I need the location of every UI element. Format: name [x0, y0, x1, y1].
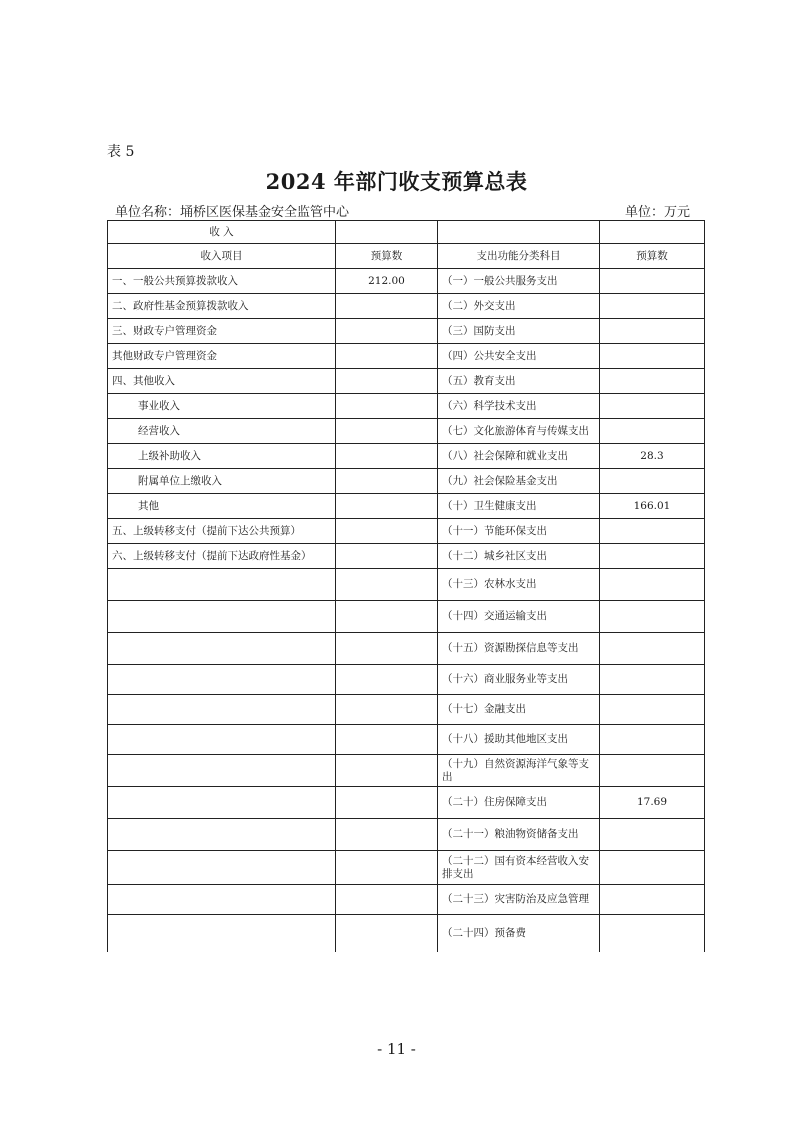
income-item-cell [108, 819, 336, 851]
income-item-cell [108, 569, 336, 601]
income-amount-cell [336, 419, 438, 444]
income-amount-cell [336, 294, 438, 319]
income-item-cell: 三、财政专户管理资金 [108, 319, 336, 344]
expense-amount-cell [600, 569, 705, 601]
expense-amount-cell [600, 885, 705, 915]
expense-item-cell: （十五）资源勘探信息等支出 [438, 633, 600, 665]
income-item-cell: 经营收入 [108, 419, 336, 444]
income-amount-cell [336, 544, 438, 569]
income-amount-cell [336, 915, 438, 952]
table-row [108, 755, 705, 787]
table-row [108, 519, 705, 544]
empty-cell [600, 221, 705, 244]
income-amount-cell [336, 885, 438, 915]
column-header-row [108, 244, 705, 269]
page-number: - 11 - [377, 1040, 416, 1058]
income-item-cell: 四、其他收入 [108, 369, 336, 394]
income-amount-cell [336, 601, 438, 633]
expense-item-cell: （十一）节能环保支出 [438, 519, 600, 544]
table-row [108, 885, 705, 915]
income-amount-cell [336, 369, 438, 394]
income-amount-cell [336, 469, 438, 494]
income-amount-cell [336, 755, 438, 787]
table-row [108, 494, 705, 519]
expense-item-cell: （十二）城乡社区支出 [438, 544, 600, 569]
table-row [108, 787, 705, 819]
group-header-row [108, 221, 705, 244]
income-item-cell [108, 633, 336, 665]
expense-item-cell: （十四）交通运输支出 [438, 601, 600, 633]
expense-amount-cell [600, 369, 705, 394]
income-item-cell: 二、政府性基金预算拨款收入 [108, 294, 336, 319]
budget-table [107, 220, 705, 952]
expense-item-cell: （十）卫生健康支出 [438, 494, 600, 519]
expense-item-cell: （十九）自然资源海洋气象等支出 [438, 755, 600, 787]
expense-amount-header: 预算数 [600, 244, 705, 269]
income-amount-cell [336, 633, 438, 665]
expense-item-cell: （五）教育支出 [438, 369, 600, 394]
expense-amount-cell [600, 695, 705, 725]
expense-amount-cell: 28.3 [600, 444, 705, 469]
expense-item-cell: （六）科学技术支出 [438, 394, 600, 419]
expense-amount-cell [600, 633, 705, 665]
expense-item-cell: （二十）住房保障支出 [438, 787, 600, 819]
table-row [108, 915, 705, 952]
table-row [108, 444, 705, 469]
table-row [108, 469, 705, 494]
income-amount-cell [336, 519, 438, 544]
income-amount-cell [336, 444, 438, 469]
income-amount-cell [336, 344, 438, 369]
table-row [108, 725, 705, 755]
income-item-cell [108, 725, 336, 755]
expense-item-cell: （二十二）国有资本经营收入安排支出 [438, 851, 600, 885]
expense-amount-cell [600, 519, 705, 544]
table-row [108, 695, 705, 725]
table-row [108, 369, 705, 394]
income-item-cell: 事业收入 [108, 394, 336, 419]
income-item-cell: 附属单位上缴收入 [108, 469, 336, 494]
expense-item-cell: （九）社会保险基金支出 [438, 469, 600, 494]
income-item-cell [108, 695, 336, 725]
table-row [108, 665, 705, 695]
expense-amount-cell [600, 294, 705, 319]
unit-label: 单位：万元 [625, 205, 691, 220]
income-item-cell: 其他 [108, 494, 336, 519]
expense-item-cell: （十八）援助其他地区支出 [438, 725, 600, 755]
expense-amount-cell: 166.01 [600, 494, 705, 519]
income-amount-cell [336, 725, 438, 755]
table-row [108, 394, 705, 419]
expense-item-cell: （三）国防支出 [438, 319, 600, 344]
expense-item-header: 支出功能分类科目 [438, 244, 600, 269]
expense-item-cell: （十七）金融支出 [438, 695, 600, 725]
expense-amount-cell [600, 851, 705, 885]
expense-item-cell: （二）外交支出 [438, 294, 600, 319]
expense-item-cell: （二十三）灾害防治及应急管理 [438, 885, 600, 915]
table-row [108, 633, 705, 665]
expense-item-cell: （八）社会保障和就业支出 [438, 444, 600, 469]
expense-amount-cell [600, 419, 705, 444]
expense-item-cell: （十三）农林水支出 [438, 569, 600, 601]
expense-amount-cell [600, 344, 705, 369]
income-item-cell [108, 885, 336, 915]
unit-name: 单位名称：埇桥区医保基金安全监管中心 [115, 205, 350, 220]
income-item-header: 收入项目 [108, 244, 336, 269]
expense-amount-cell [600, 819, 705, 851]
expense-amount-cell [600, 915, 705, 952]
table-row [108, 344, 705, 369]
expense-item-cell: （二十一）粮油物资储备支出 [438, 819, 600, 851]
expense-item-cell: （二十四）预备费 [438, 915, 600, 952]
income-group-header: 收 入 [108, 221, 336, 244]
table-row [108, 544, 705, 569]
table-row [108, 294, 705, 319]
income-amount-cell [336, 695, 438, 725]
income-item-cell: 六、上级转移支付（提前下达政府性基金） [108, 544, 336, 569]
income-item-cell [108, 601, 336, 633]
income-amount-cell [336, 787, 438, 819]
expense-item-cell: （七）文化旅游体育与传媒支出 [438, 419, 600, 444]
table-row [108, 819, 705, 851]
table-row [108, 319, 705, 344]
income-item-cell [108, 915, 336, 952]
income-amount-cell [336, 569, 438, 601]
income-item-cell [108, 851, 336, 885]
income-amount-cell [336, 394, 438, 419]
expense-amount-cell [600, 269, 705, 294]
expense-amount-cell: 17.69 [600, 787, 705, 819]
expense-amount-cell [600, 319, 705, 344]
income-item-cell [108, 665, 336, 695]
expense-amount-cell [600, 601, 705, 633]
income-amount-cell [336, 851, 438, 885]
expense-item-cell: （一）一般公共服务支出 [438, 269, 600, 294]
income-amount-cell [336, 665, 438, 695]
expense-amount-cell [600, 469, 705, 494]
income-amount-cell: 212.00 [336, 269, 438, 294]
table-row [108, 419, 705, 444]
table-row [108, 851, 705, 885]
income-amount-cell [336, 819, 438, 851]
income-amount-cell [336, 319, 438, 344]
income-amount-cell [336, 494, 438, 519]
income-item-cell: 其他财政专户管理资金 [108, 344, 336, 369]
expense-amount-cell [600, 725, 705, 755]
income-item-cell: 一、一般公共预算拨款收入 [108, 269, 336, 294]
empty-cell [438, 221, 600, 244]
expense-item-cell: （十六）商业服务业等支出 [438, 665, 600, 695]
income-item-cell [108, 755, 336, 787]
expense-amount-cell [600, 394, 705, 419]
income-item-cell [108, 787, 336, 819]
table-number: 表 5 [107, 144, 135, 160]
income-item-cell: 五、上级转移支付（提前下达公共预算） [108, 519, 336, 544]
expense-item-cell: （四）公共安全支出 [438, 344, 600, 369]
table-row [108, 569, 705, 601]
expense-amount-cell [600, 665, 705, 695]
income-item-cell: 上级补助收入 [108, 444, 336, 469]
table-row [108, 269, 705, 294]
page-title: 2024 年部门收支预算总表 [265, 169, 528, 194]
expense-amount-cell [600, 755, 705, 787]
income-amount-header: 预算数 [336, 244, 438, 269]
expense-amount-cell [600, 544, 705, 569]
table-row [108, 601, 705, 633]
empty-cell [336, 221, 438, 244]
